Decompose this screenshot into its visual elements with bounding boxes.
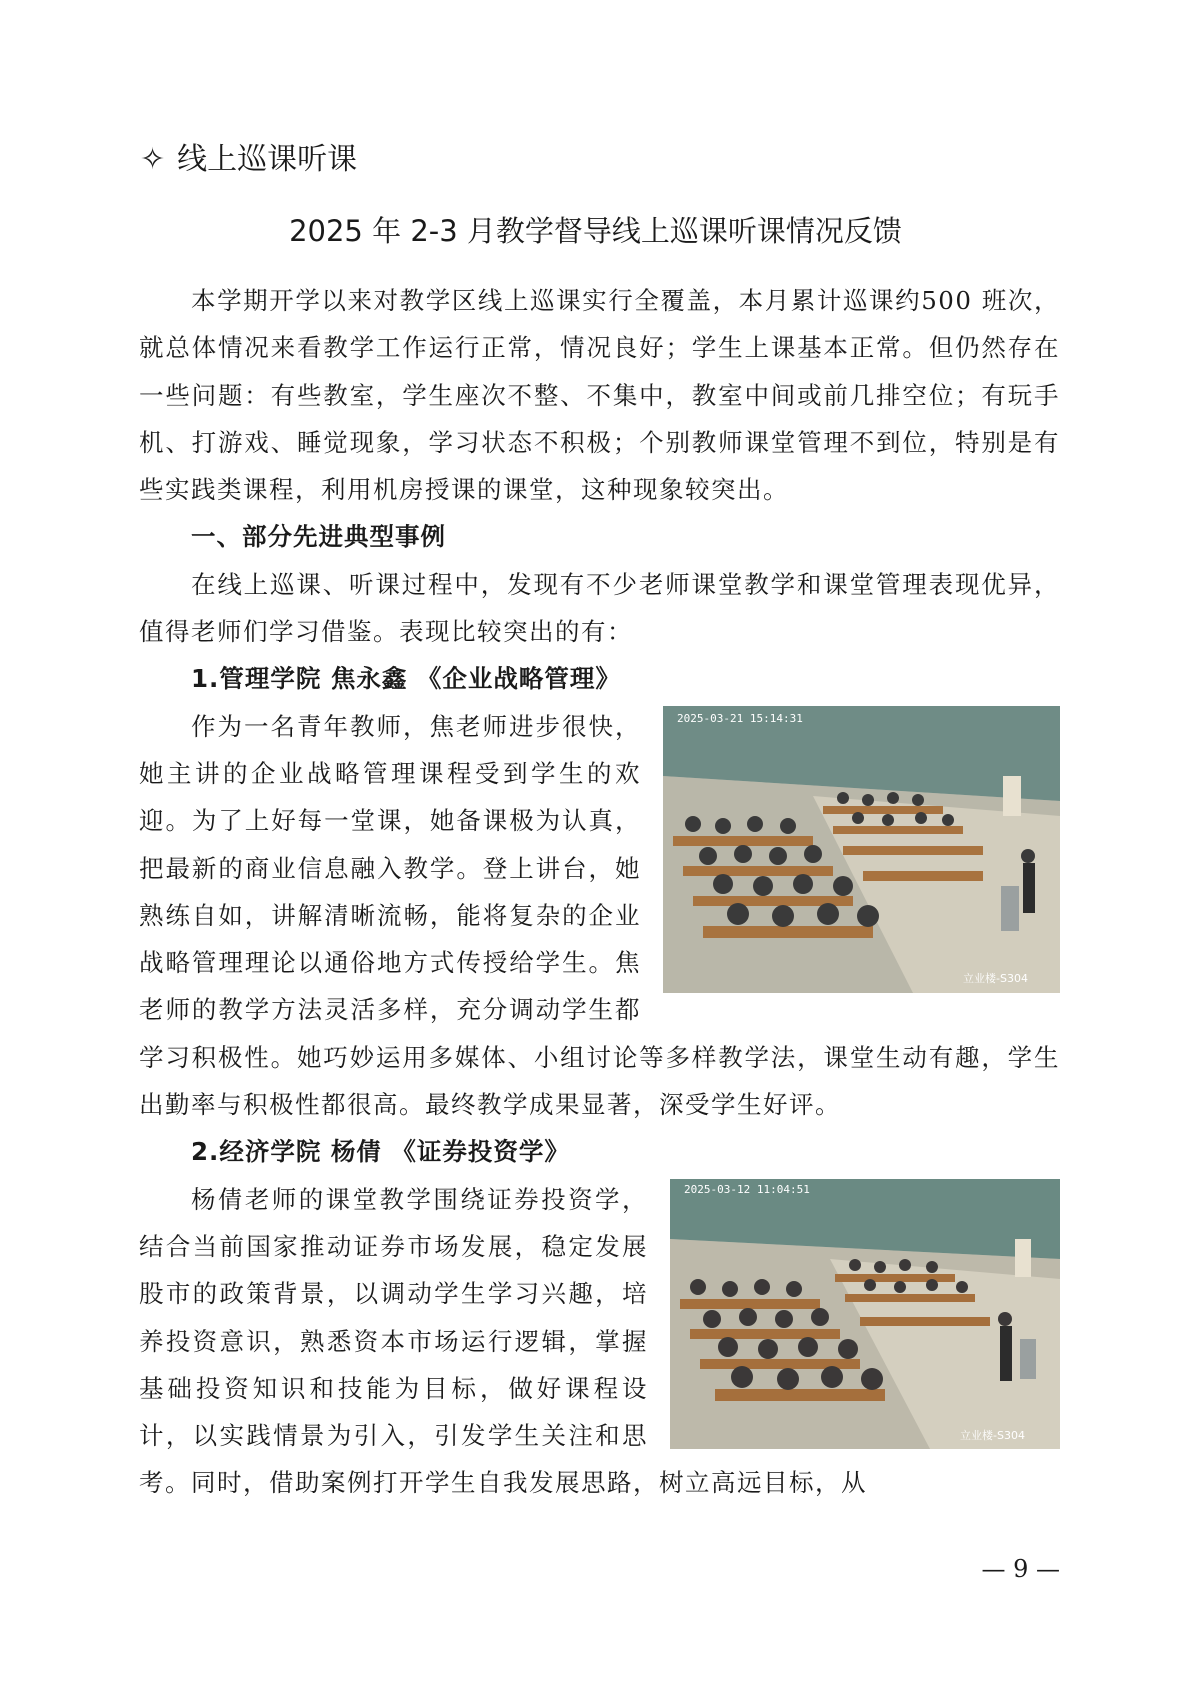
photo2-timestamp: 2025-03-12 11:04:51 — [684, 1182, 810, 1196]
intro-paragraph: 本学期开学以来对教学区线上巡课实行全覆盖，本月累计巡课约500 班次，就总体情况来看教学工作运行正常，情况良好；学生上课基本正常。但仍然存在一些问题：有些教室，学生座次不整、不集中，教室中间或前几排空位；有玩手机、打游戏、睡觉现象，学习状态不积极；个别教师课堂管理不到位，特别是有些实践类课程，利用机房授课的课堂，这种现象较突出。 — [139, 286, 1060, 505]
sparkle-diamond-icon: ✧ — [140, 142, 166, 177]
photo1-timestamp: 2025-03-21 15:14:31 — [677, 711, 803, 725]
page-number: — 9 — — [981, 1555, 1060, 1583]
classroom-photo-1 — [663, 706, 1060, 993]
example1-heading: 1.管理学院 焦永鑫 《企业战略管理》 — [191, 664, 621, 694]
example1-paragraph: 作为一名青年教师，焦老师进步很快，她主讲的企业战略管理课程受到学生的欢迎。为了上好每一堂课，她备课极为认真，把最新的商业信息融入教学。登上讲台，她熟练自如，讲解清晰流畅，能将复杂的企业战略管理理论以通俗地方式传授给学生。焦老师的教学方法灵活多样，充分调动学生都学习积极性。她巧妙运用多媒体、小组讨论等多样教学法，课堂生动有趣，学生出勤率与积极性都很高。最终教学成果显著，深受学生好评。 — [139, 711, 1060, 1120]
photo2-location: 立业楼-S304 — [960, 1428, 1025, 1442]
section-heading — [140, 140, 357, 180]
example2-paragraph: 杨倩老师的课堂教学围绕证券投资学，结合当前国家推动证券市场发展，稳定发展股市的政策背景，以调动学生学习兴趣，培养投资意识，熟悉资本市场运行逻辑，掌握基础投资知识和技能为目标，做好课程设计，以实践情景为引入，引发学生关注和思考。同时，借助案例打开学生自我发展思路，树立高远目标，从 — [139, 1184, 867, 1498]
section-heading-text: 线上巡课听课 — [177, 142, 358, 177]
part1-intro-paragraph: 在线上巡课、听课过程中，发现有不少老师课堂教学和课堂管理表现优异，值得老师们学习借鉴。表现比较突出的有： — [139, 569, 1060, 647]
document-body — [139, 277, 1060, 1507]
part1-heading: 一、部分先进典型事例 — [191, 522, 446, 552]
photo1-location: 立业楼-S304 — [963, 971, 1028, 985]
classroom-photo-2 — [670, 1179, 1060, 1449]
example2-heading: 2.经济学院 杨倩 《证券投资学》 — [191, 1137, 570, 1167]
document-title: 2025 年 2-3 月教学督导线上巡课听课情况反馈 — [289, 214, 902, 248]
